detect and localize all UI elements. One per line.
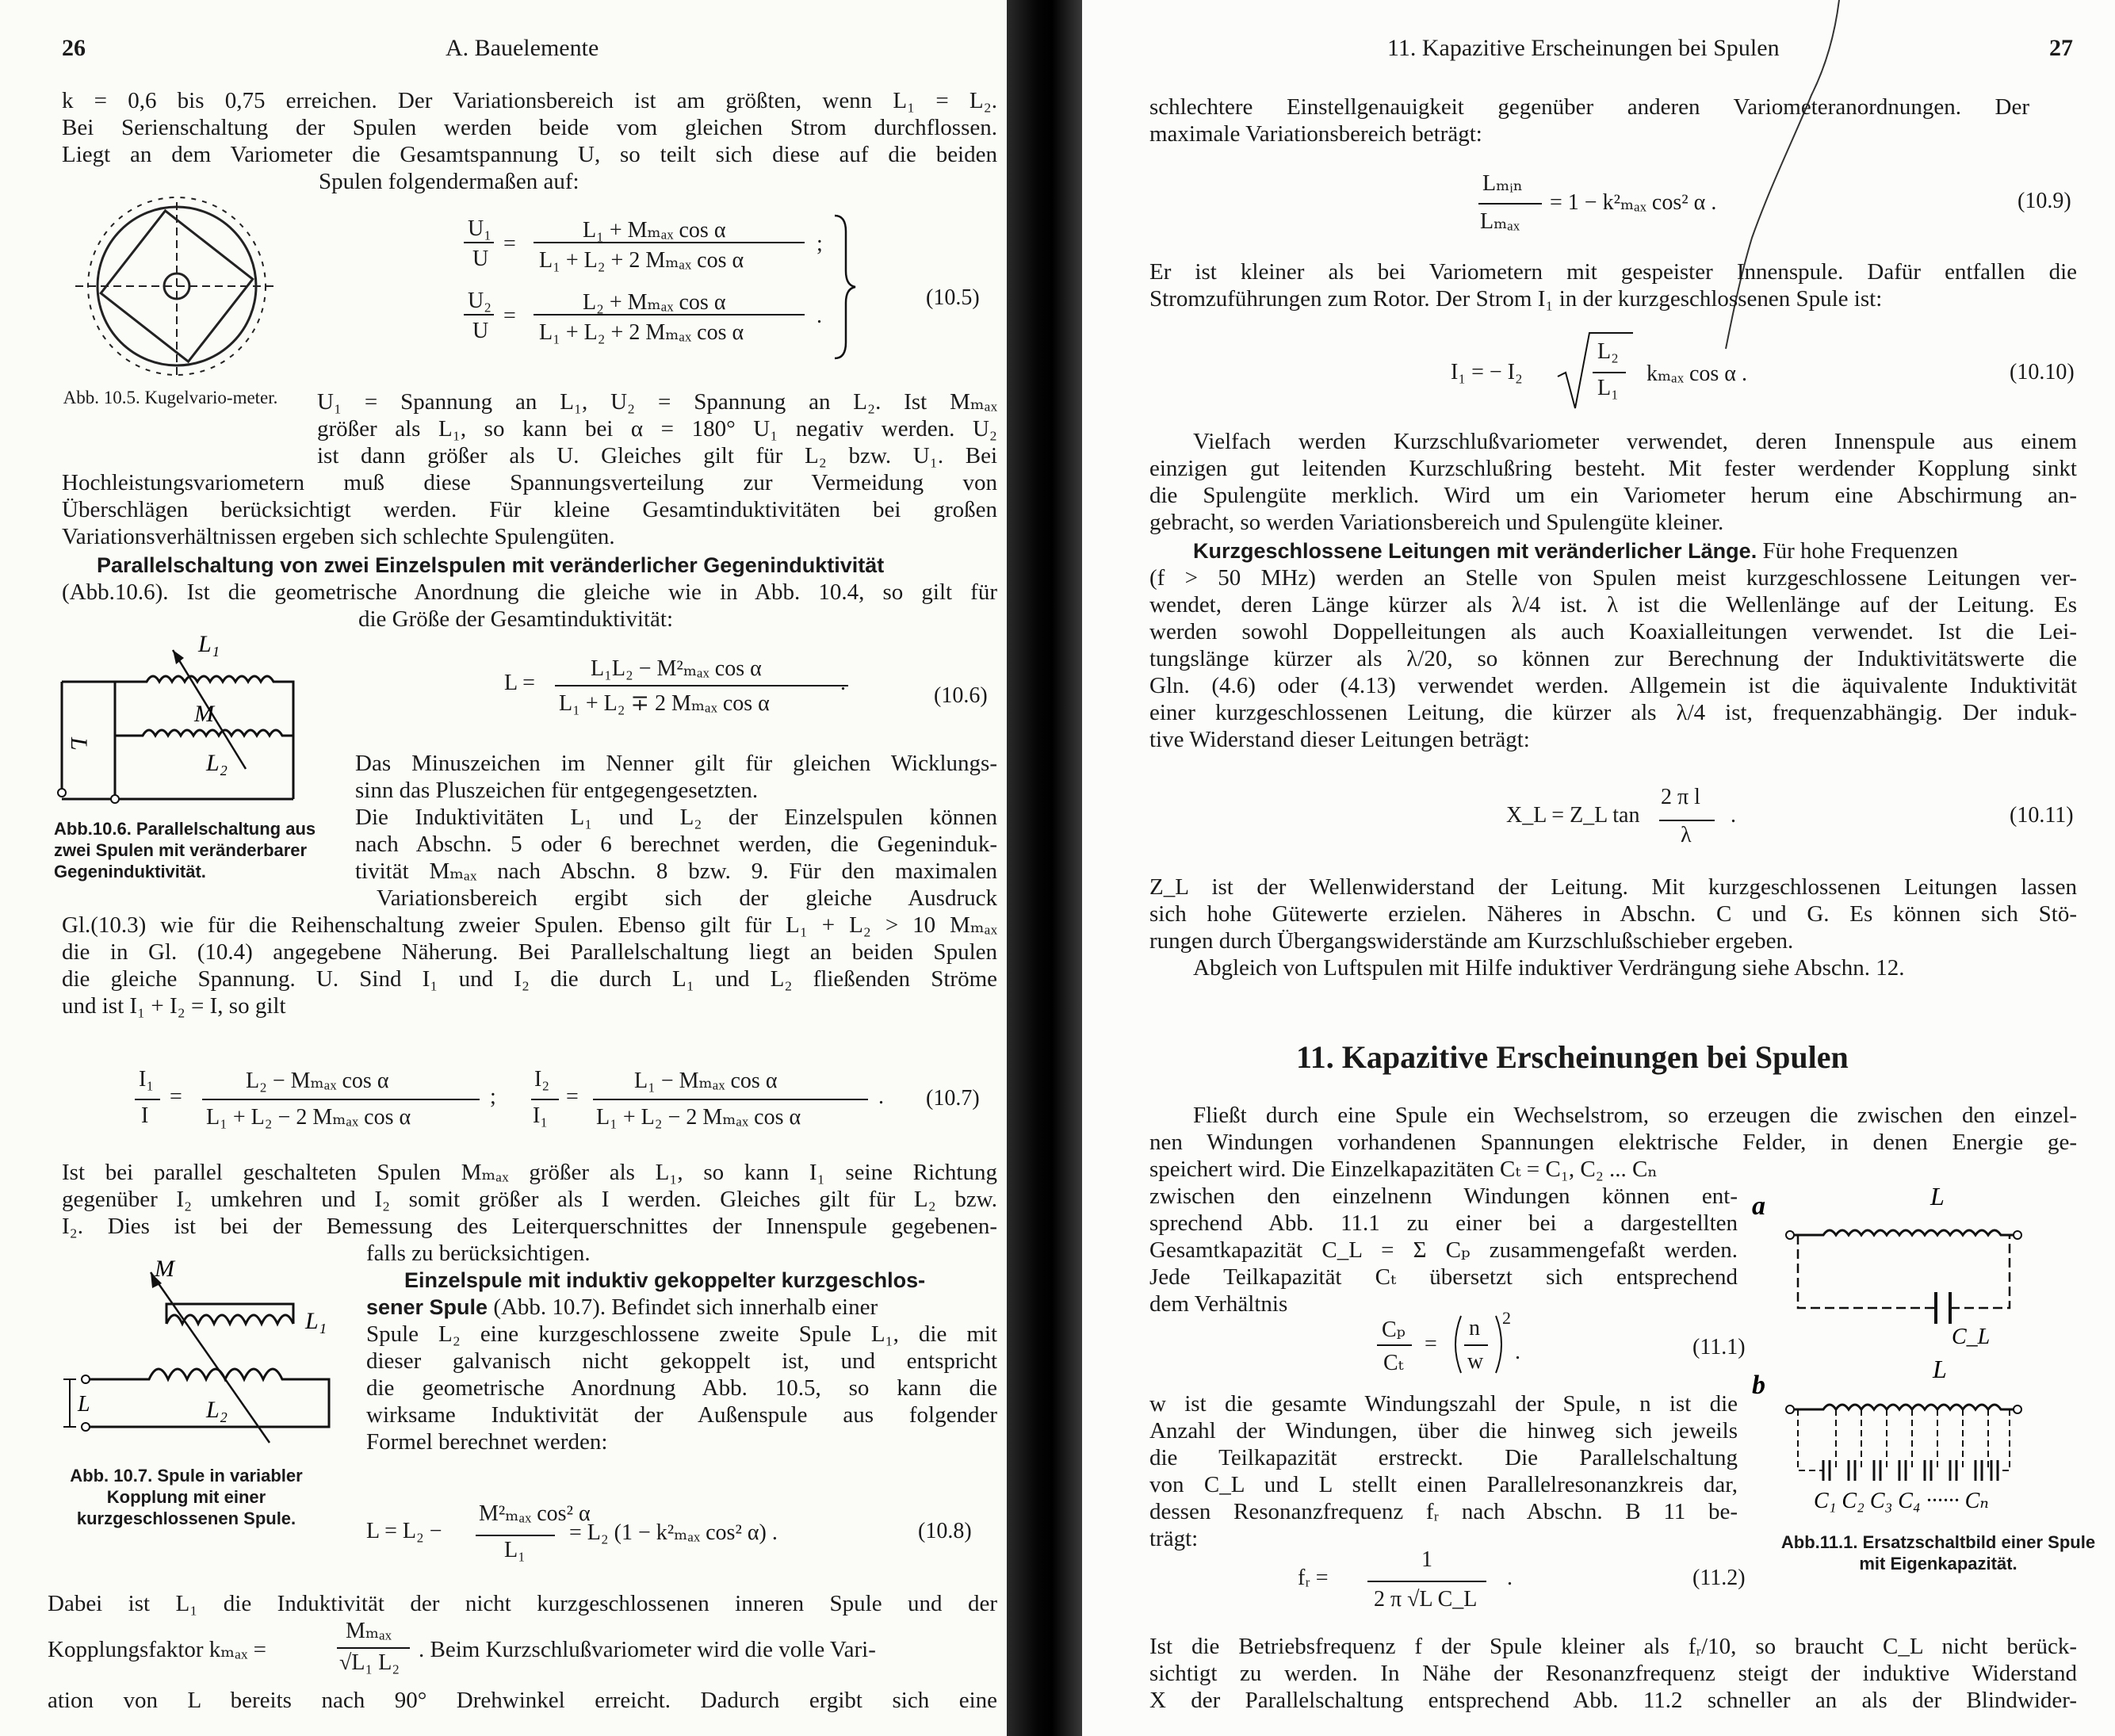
text-line-heading-continued <box>366 1294 878 1321</box>
text-line: X der Parallelschaltung entsprechend Abb. 11.2 schneller an als der Blindwider- <box>1149 1688 2077 1713</box>
fig-10-7-variable-kopplung <box>55 1256 357 1459</box>
eq-exponent: 2 <box>1502 1308 1511 1328</box>
eq-frac-num: U₂ <box>468 289 491 313</box>
text-line: sich hohe Gütewerte erzielen. Näheres in Abschn. C und G. Es können sich Stö- <box>1149 901 2077 927</box>
text-span: . Beim Kurzschlußvariometer wird die volle Vari- <box>419 1637 876 1662</box>
eq-frac-num: Lₘᵢₙ <box>1482 171 1523 196</box>
fig-10-5-kugelvariometer <box>75 202 289 384</box>
eq-lhs: L = L₂ − <box>366 1519 442 1543</box>
eq-frac-num: L₁ − Mₘₐₓ cos α <box>634 1069 778 1093</box>
eq-frac-den: L₁ <box>1597 376 1619 400</box>
text-line: Z_L ist der Wellenwiderstand der Leitung. Mit kurzgeschlossenen Leitungen lassen <box>1149 874 2077 900</box>
eq-rhs: = L₂ (1 − k²ₘₐₓ cos² α) . <box>569 1520 778 1545</box>
text-line: Formel berechnet werden: <box>366 1429 608 1455</box>
eq-tail: . <box>840 671 846 695</box>
text-line: einzigen gut leitenden Kurzschlußring besteht. Mit fester werdender Kopplung sinkt <box>1149 456 2077 481</box>
text-line: nen Windungen vorhandenen Spannungen elektrische Felder, in denen Energie ge- <box>1149 1130 2077 1155</box>
eq-frac-den: λ <box>1681 823 1692 847</box>
text-line: und ist I₁ + I₂ = I, so gilt <box>62 993 286 1019</box>
text-line: speichert wird. Die Einzelkapazitäten Cₜ = C₁, C₂ ... Cₙ <box>1149 1157 1658 1182</box>
text-line: maximale Variationsbereich beträgt: <box>1149 121 1482 147</box>
eq-frac-den: Cₜ <box>1383 1351 1404 1375</box>
eq-frac-num: I₁ <box>139 1067 155 1092</box>
text-line: Spulen folgendermaßen auf: <box>319 169 579 194</box>
section-heading-einzelspule: Einzelspule mit induktiv gekoppelter kurzgeschlos- <box>404 1268 926 1292</box>
text-span: Kopplungsfaktor kₘₐₓ = <box>48 1637 267 1662</box>
label-l2: L₂ <box>206 1397 228 1423</box>
eq-lhs: L = <box>504 671 535 695</box>
text-line: sichtigt zu werden. In Nähe der Resonanzfrequenz steigt der induktive Widerstand <box>1149 1661 2077 1686</box>
text-line: Bei Serienschaltung der Spulen werden beide vom gleichen Strom durchflossen. <box>62 115 997 140</box>
text-line: Ist die Betriebsfrequenz f der Spule kleiner als fᵣ/10, so braucht C_L nicht berück- <box>1149 1634 2077 1659</box>
text-line: Stromzuführungen zum Rotor. Der Strom I₁ in der kurzgeschlossenen Spule ist: <box>1149 286 1883 312</box>
text-line: Liegt an dem Variometer die Gesamtspannung U, so teilt sich diese auf die beiden <box>62 142 997 167</box>
eq-frac-den: w <box>1467 1349 1484 1374</box>
equation-number: (10.10) <box>2010 360 2075 384</box>
text-line: wendet, deren Länge kürzer als λ/4 ist. λ ist die Wellenlänge auf der Leitung. Es <box>1149 592 2077 618</box>
label-l: L <box>78 1392 90 1417</box>
eq-lhs: I₁ = − I₂ <box>1451 360 1523 384</box>
eq-frac-den: L₁ + L₂ + 2 Mₘₐₓ cos α <box>539 248 744 273</box>
eq-frac-den: U <box>472 319 489 343</box>
label-capacitors: C₁ C₂ C₃ C₄ ······ Cₙ <box>1814 1489 1989 1513</box>
pen-mark-line <box>1716 0 1875 380</box>
eq-tail: . <box>1515 1340 1520 1364</box>
text-line: zwischen den einzelnenn Windungen können ent- <box>1149 1183 1738 1209</box>
section-heading-kurzgeschlossene: Kurzgeschlossene Leitungen mit veränderlicher Länge. <box>1193 539 1757 563</box>
eq-tail: . <box>878 1084 884 1109</box>
equation-number: (10.6) <box>934 683 988 708</box>
text-line: wirksame Induktivität der Außenspule aus folgender <box>366 1402 997 1428</box>
eq-frac-num: L₂ <box>1597 339 1619 364</box>
eq-frac-num: L₁ + Mₘₐₓ cos α <box>583 218 726 243</box>
eq-rhs: = 1 − k²ₘₐₓ cos² α . <box>1550 190 1717 215</box>
eq-frac-num: I₂ <box>534 1067 550 1092</box>
fig-10-6-parallelschaltung <box>55 631 325 816</box>
text-line: k = 0,6 bis 0,75 erreichen. Der Variationsbereich ist am größten, wenn L₁ = L₂. <box>62 88 997 113</box>
eq-equals: = <box>1425 1332 1437 1356</box>
text-line: größer als L₁, so kann bei α = 180° U₁ negativ werden. U₂ <box>317 416 997 442</box>
running-head-left: A. Bauelemente <box>446 35 599 61</box>
text-line: trägt: <box>1149 1526 1199 1551</box>
text-line: einer kurzgeschlossenen Leitung, die kürzer als λ/4 ist, frequenzabhängig. Der induk- <box>1149 700 2077 725</box>
book-gutter <box>1007 0 1082 1736</box>
eq-frac-den: I <box>141 1103 149 1128</box>
eq-frac-den: L₁ + L₂ ∓ 2 Mₘₐₓ cos α <box>559 691 770 716</box>
text-line: nach Abschn. 5 oder 6 berechnet werden, die Gegeninduk- <box>355 832 997 857</box>
text-line: tungslänge kürzer als λ/20, so können zur Berechnung der Induktivitätswerte die <box>1149 646 2077 671</box>
eq-sep: ; <box>817 231 823 256</box>
label-l-b: L <box>1933 1355 1947 1383</box>
eq-frac-num: Cₚ <box>1382 1317 1406 1342</box>
equation-11-1-parens <box>1455 1316 1534 1379</box>
fig-10-5-caption: Abb. 10.5. Kugelvario-meter. <box>63 388 278 407</box>
equation-number: (10.9) <box>2017 189 2071 213</box>
text-line: dieser galvanisch nicht gekoppelt ist, und entspricht <box>366 1348 997 1374</box>
text-line: Jede Teilkapazität Cₜ übersetzt sich entsprechend <box>1149 1264 1738 1290</box>
text-line: Variationsbereich ergibt sich der gleiche Ausdruck <box>377 885 997 911</box>
label-m: M <box>194 701 214 727</box>
text-line: Spule L₂ eine kurzgeschlossene zweite Spule L₁, die mit <box>366 1321 997 1347</box>
eq-tail: . <box>1507 1566 1513 1590</box>
running-head-right: 11. Kapazitive Erscheinungen bei Spulen <box>1387 35 1780 61</box>
text-line: die gleiche Spannung. U. Sind I₁ und I₂ die durch L₁ und L₂ fließenden Ströme <box>62 966 997 992</box>
text-line: tive Widerstand dieser Leitungen beträgt: <box>1149 727 1530 752</box>
label-l1: L₁ <box>305 1308 327 1334</box>
fig-10-6-caption: Abb.10.6. Parallelschaltung aus zwei Spulen mit veränderbarer Gegeninduktivität. <box>54 819 316 881</box>
text-line: Gesamtkapazität C_L = Σ Cₚ zusammengefaßt werden. <box>1149 1237 1738 1263</box>
eq-frac-den: L₁ + L₂ − 2 Mₘₐₓ cos α <box>596 1105 801 1130</box>
text-line: (Abb.10.6). Ist die geometrische Anordnung die gleiche wie in Abb. 10.4, so gilt für <box>62 579 997 605</box>
equation-number: (10.5) <box>926 285 980 310</box>
text-line: w ist die gesamte Windungszahl der Spule, n ist die <box>1149 1391 1738 1417</box>
eq-frac-den: √L₁ L₂ <box>339 1650 400 1675</box>
eq-frac-den: 2 π √L C_L <box>1374 1587 1478 1612</box>
equation-10-7-rules <box>135 1096 896 1103</box>
text-line: gegenüber I₂ umkehren und I₂ somit größer als I werden. Gleiches gilt für L₂ bzw. <box>62 1187 997 1212</box>
text-line: tivität Mₘₐₓ nach Abschn. 8 bzw. 9. Für den maximalen <box>355 858 997 884</box>
text-line: rungen durch Übergangswiderstände am Kurzschlußschieber ergeben. <box>1149 928 1794 954</box>
eq-frac-num: L₁L₂ − M²ₘₐₓ cos α <box>591 656 762 681</box>
text-line: die Größe der Gesamtinduktivität: <box>358 606 674 632</box>
eq-equals: = <box>170 1084 182 1109</box>
label-l2: L₂ <box>206 750 228 776</box>
label-cl: C_L <box>1952 1325 1991 1349</box>
text-line: falls zu berücksichtigen. <box>366 1241 591 1266</box>
text-line: Hochleistungsvariometern muß diese Spannungsverteilung zur Vermeidung von <box>62 470 997 495</box>
text-line: die geometrische Anordnung Abb. 10.5, so kann die <box>366 1375 997 1401</box>
text-line: von C_L und L stellt einen Parallelresonanzkreis dar, <box>1149 1472 1738 1497</box>
text-line: ation von L bereits nach 90° Drehwinkel erreicht. Dadurch ergibt sich eine <box>48 1688 997 1713</box>
text-line: dem Verhältnis <box>1149 1291 1288 1317</box>
text-line: Gl.(10.3) wie für die Reihenschaltung zweier Spulen. Ebenso gilt für L₁ + L₂ > 10 Mₘₐₓ <box>62 912 997 938</box>
section-heading-parallel: Parallelschaltung von zwei Einzelspulen mit veränderlicher Gegeninduktivität <box>97 553 885 577</box>
section-title-11: 11. Kapazitive Erscheinungen bei Spulen <box>1296 1039 1849 1075</box>
eq-frac-num: 2 π l <box>1661 785 1700 809</box>
text-span: (Abb. 10.7). Befindet sich innerhalb einer <box>488 1294 878 1320</box>
text-line: I₂. Dies ist bei der Bemessung des Leiterquerschnittes der Innenspule gegebenen- <box>62 1214 997 1239</box>
text-line: Das Minuszeichen im Nenner gilt für gleichen Wicklungs- <box>355 751 997 776</box>
text-line: sprechend Abb. 11.1 zu einer bei a dargestellten <box>1149 1210 1738 1236</box>
left-page <box>0 0 1007 1736</box>
eq-frac-den: Lₘₐₓ <box>1480 209 1520 234</box>
label-l1: L₁ <box>198 631 220 657</box>
text-line: Ist bei parallel geschalteten Spulen Mₘₐₓ größer als L₁, so kann I₁ seine Richtung <box>62 1160 997 1185</box>
text-line: Abgleich von Luftspulen mit Hilfe induktiver Verdrängung siehe Abschn. 12. <box>1193 955 1905 981</box>
eq-equals: = <box>503 231 516 256</box>
eq-frac-num: L₂ − Mₘₐₓ cos α <box>246 1069 389 1093</box>
eq-sep: ; <box>490 1084 496 1109</box>
equation-number: (10.11) <box>2010 803 2074 828</box>
label-l-a: L <box>1930 1182 1945 1210</box>
eq-equals: = <box>503 304 516 328</box>
text-line: dessen Resonanzfrequenz fᵣ nach Abschn. B 11 be- <box>1149 1499 1738 1524</box>
text-line: Er ist kleiner als bei Variometern mit gespeister Innenspule. Dafür entfallen die <box>1149 259 2077 285</box>
text-line: schlechtere Einstellgenauigkeit gegenüber anderen Variometeranordnungen. Der <box>1149 94 2029 120</box>
text-line: werden sowohl Doppelleitungen als auch Koaxialleitungen verwendet. Ist die Lei- <box>1149 619 2077 644</box>
text-line: Die Induktivitäten L₁ und L₂ der Einzelspulen können <box>355 805 997 830</box>
text-line: Gln. (4.6) oder (4.13) verwendet werden. Allgemein ist die äquivalente Induktivität <box>1149 673 2077 698</box>
eq-frac-num: M²ₘₐₓ cos² α <box>479 1501 591 1526</box>
text-line: Vielfach werden Kurzschlußvariometer verwendet, deren Innenspule aus einem <box>1193 429 2077 454</box>
eq-frac-den: L₁ <box>504 1538 526 1562</box>
eq-frac-den: L₁ + L₂ + 2 Mₘₐₓ cos α <box>539 320 744 345</box>
eq-frac-num: Mₘₐₓ <box>346 1619 392 1643</box>
text-line: Fließt durch eine Spule ein Wechselstrom, so erzeugen die zwischen den einzel- <box>1193 1103 2077 1128</box>
eq-equals: = <box>566 1084 579 1109</box>
section-heading-einzelspule-2: sener Spule <box>366 1295 488 1319</box>
eq-frac-num: n <box>1469 1316 1480 1340</box>
equation-10-6-rule <box>555 682 856 690</box>
eq-frac-den: U <box>472 247 489 271</box>
text-line: Überschlägen berücksichtigt werden. Für kleine Gesamtinduktivitäten bei großen <box>62 497 997 522</box>
eq-frac-num: L₂ + Mₘₐₓ cos α <box>583 290 726 315</box>
fig-11-1-caption: Abb.11.1. Ersatzschaltbild einer Spule mit Eigenkapazität. <box>1780 1532 2096 1573</box>
page-number-right: 27 <box>2049 35 2073 61</box>
label-b: b <box>1752 1371 1765 1400</box>
label-l: L <box>66 737 92 751</box>
right-page <box>1082 0 2115 1736</box>
eq-lhs: fᵣ = <box>1298 1566 1329 1590</box>
page-number-left: 26 <box>62 35 86 61</box>
text-line: ist dann größer als U. Gleiches gilt für L₂ bzw. U₁. Bei <box>317 443 997 468</box>
text-line: gebracht, so werden Variationsbereich und Spulengüte kleiner. <box>1149 510 1724 535</box>
text-line: Dabei ist L₁ die Induktivität der nicht kurzgeschlossenen inneren Spule und der <box>48 1591 997 1616</box>
text-line: U₁ = Spannung an L₁, U₂ = Spannung an L₂. Ist Mₘₐₓ <box>317 389 997 415</box>
text-line: Anzahl der Windungen, über die hinweg sich jeweils <box>1149 1418 1738 1443</box>
equation-number: (10.8) <box>918 1519 972 1543</box>
fig-11-1-ersatzschaltbild <box>1752 1181 2085 1530</box>
eq-frac-den: L₁ + L₂ − 2 Mₘₐₓ cos α <box>206 1105 411 1130</box>
eq-frac-den: I₁ <box>533 1103 549 1128</box>
label-a: a <box>1752 1191 1765 1221</box>
text-line: (f > 50 MHz) werden an Stelle von Spulen meist kurzgeschlossene Leitungen ver- <box>1149 565 2077 591</box>
eq-frac-num: U₁ <box>468 216 491 241</box>
text-line: die Spulengüte merklich. Wird um ein Variometer herum eine Abschirmung an- <box>1149 483 2077 508</box>
text-span: Für hohe Frequenzen <box>1757 538 1958 564</box>
fig-10-7-caption: Abb. 10.7. Spule in variabler Kopplung mit einer kurzgeschlossenen Spule. <box>70 1466 303 1528</box>
label-m: M <box>155 1256 174 1282</box>
eq-lhs: X_L = Z_L tan <box>1506 803 1640 828</box>
text-line: sinn das Pluszeichen für entgegengesetzten. <box>355 778 759 803</box>
eq-frac-num: 1 <box>1421 1547 1432 1572</box>
text-line: die in Gl. (10.4) angegebene Näherung. Bei Parallelschaltung liegt an beiden Spulen <box>62 939 997 965</box>
equation-number: (11.1) <box>1692 1335 1746 1359</box>
eq-rhs: kₘₐₓ cos α . <box>1646 361 1747 386</box>
equation-number: (11.2) <box>1692 1566 1746 1590</box>
text-line-heading-kurz <box>1193 537 1958 564</box>
equation-10-9-rule <box>1478 200 1550 208</box>
eq-sep: . <box>817 304 822 328</box>
text-line: die Teilkapazität erstreckt. Die Parallelschaltung <box>1149 1445 1738 1470</box>
text-line: Variationsverhältnissen ergeben sich schlechte Spulengüten. <box>62 524 615 549</box>
eq-tail: . <box>1731 803 1736 828</box>
equation-number: (10.7) <box>926 1086 980 1111</box>
